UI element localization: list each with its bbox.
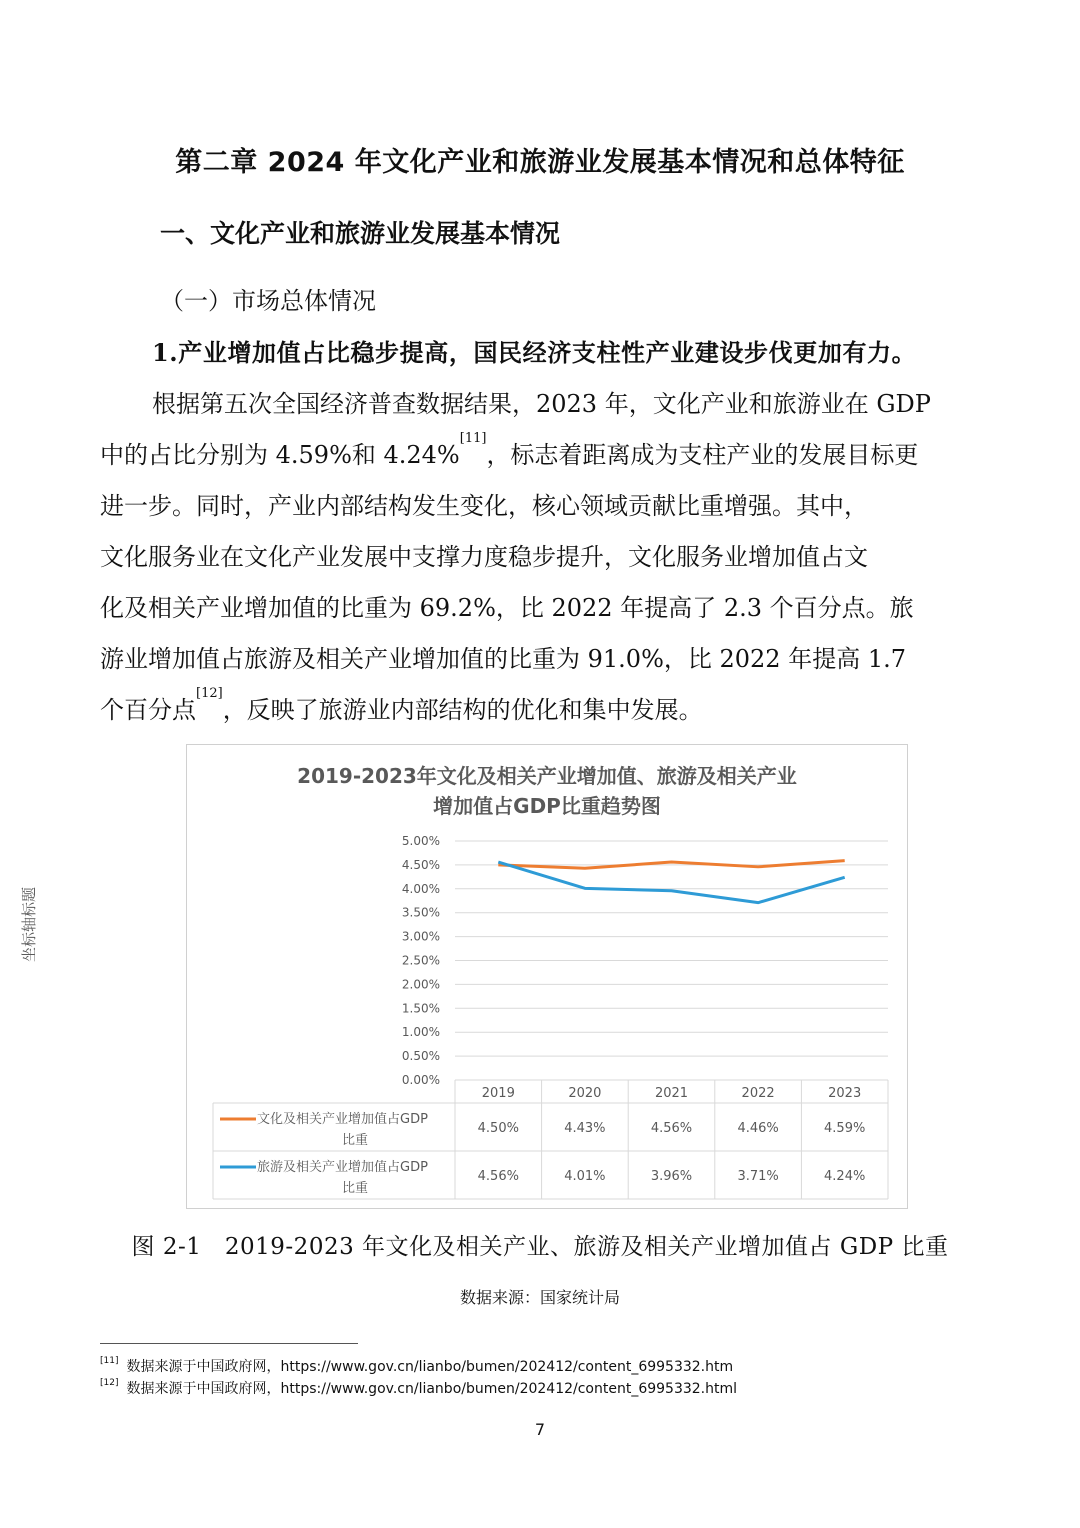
y-tick-label: 2.00% (401, 977, 440, 992)
footnote-text[interactable]: 数据来源于中国政府网，https://www.gov.cn/lianbo/bumen/202412/content_6995332.htm (126, 1359, 734, 1375)
x-tick-label: 2021 (654, 1086, 689, 1101)
paragraph-line: 根据第五次全国经济普查数据结果，2023 年，文化产业和旅游业在 GDP (152, 390, 931, 418)
paragraph-line: 进一步。同时，产业内部结构发生变化，核心领域贡献比重增强。其中， (100, 492, 868, 520)
y-tick-label: 1.00% (401, 1025, 440, 1040)
paragraph-text: ，标志着距离成为支柱产业的发展目标更 (486, 441, 919, 469)
paragraph-line: 游业增加值占旅游及相关产业增加值的比重为 91.0%，比 2022 年提高 1.7 (100, 645, 907, 673)
paragraph-text: ，反映了旅游业内部结构的优化和集中发展。 (222, 696, 703, 724)
table-value: 4.50% (477, 1121, 519, 1136)
table-value: 4.43% (564, 1121, 606, 1136)
figure-source: 数据来源：国家统计局 (459, 1288, 620, 1307)
paragraph-line: 化及相关产业增加值的比重为 69.2%，比 2022 年提高了 2.3 个百分点。旅 (100, 594, 914, 622)
table-value: 4.24% (824, 1169, 866, 1184)
footnote-12 (100, 1378, 737, 1398)
x-tick-label: 2020 (568, 1086, 602, 1101)
table-value: 4.01% (564, 1169, 606, 1184)
table-value: 4.46% (737, 1121, 779, 1136)
paragraph-text: 个百分点 (100, 696, 196, 724)
figure-caption: 图 2-1 2019-2023 年文化及相关产业、旅游及相关产业增加值占 GDP 比重 (131, 1234, 949, 1260)
table-value: 3.96% (650, 1169, 693, 1184)
y-axis-title: 坐标轴标题 (20, 886, 38, 962)
chapter-title: 第二章 2024 年文化产业和旅游业发展基本情况和总体特征 (175, 147, 905, 178)
table-value: 4.59% (824, 1121, 866, 1136)
page-number: 7 (534, 1420, 546, 1439)
legend-label: 比重 (341, 1133, 369, 1148)
table-value: 4.56% (477, 1169, 519, 1184)
legend-label: 比重 (341, 1181, 369, 1196)
section-title: 一、文化产业和旅游业发展基本情况 (160, 219, 561, 248)
y-tick-label: 0.50% (401, 1049, 440, 1064)
x-tick-label: 2023 (828, 1086, 862, 1101)
footnote-mark: [11] (100, 1356, 119, 1366)
subsection-title: （一）市场总体情况 (160, 287, 376, 315)
footnote-ref-12[interactable]: [12] (196, 686, 223, 701)
footnote-text[interactable]: 数据来源于中国政府网，https://www.gov.cn/lianbo/bumen/202412/content_6995332.html (126, 1381, 738, 1397)
y-tick-label: 3.50% (401, 905, 440, 920)
chart-title-line: 2019-2023年文化及相关产业增加值、旅游及相关产业 (297, 764, 797, 788)
y-tick-label: 5.00% (401, 834, 440, 848)
y-tick-label: 4.00% (401, 881, 440, 896)
paragraph-line: 文化服务业在文化产业发展中支撑力度稳步提升，文化服务业增加值占文 (100, 543, 868, 571)
y-tick-label: 0.00% (401, 1073, 440, 1087)
legend-label: 文化及相关产业增加值占GDP (257, 1112, 428, 1127)
item-title: 1.产业增加值占比稳步提高，国民经济支柱性产业建设步伐更加有力。 (152, 338, 917, 367)
footnote-ref-11[interactable]: [11] (459, 431, 487, 446)
y-tick-label: 1.50% (401, 1001, 440, 1016)
legend-label: 旅游及相关产业增加值占GDP (257, 1160, 428, 1175)
footnote-divider (100, 1343, 358, 1344)
y-tick-label: 4.50% (401, 857, 440, 872)
chart-title-line: 增加值占GDP比重趋势图 (433, 794, 661, 818)
footnote-11 (100, 1356, 733, 1376)
x-tick-label: 2019 (481, 1086, 515, 1101)
table-value: 4.56% (650, 1121, 693, 1136)
footnote-mark: [12] (100, 1378, 119, 1388)
table-value: 3.71% (737, 1169, 779, 1184)
paragraph-text: 中的占比分别为 4.59%和 4.24% (100, 441, 460, 469)
y-tick-label: 3.00% (401, 929, 440, 944)
y-tick-label: 2.50% (401, 953, 440, 968)
x-tick-label: 2022 (741, 1086, 775, 1101)
